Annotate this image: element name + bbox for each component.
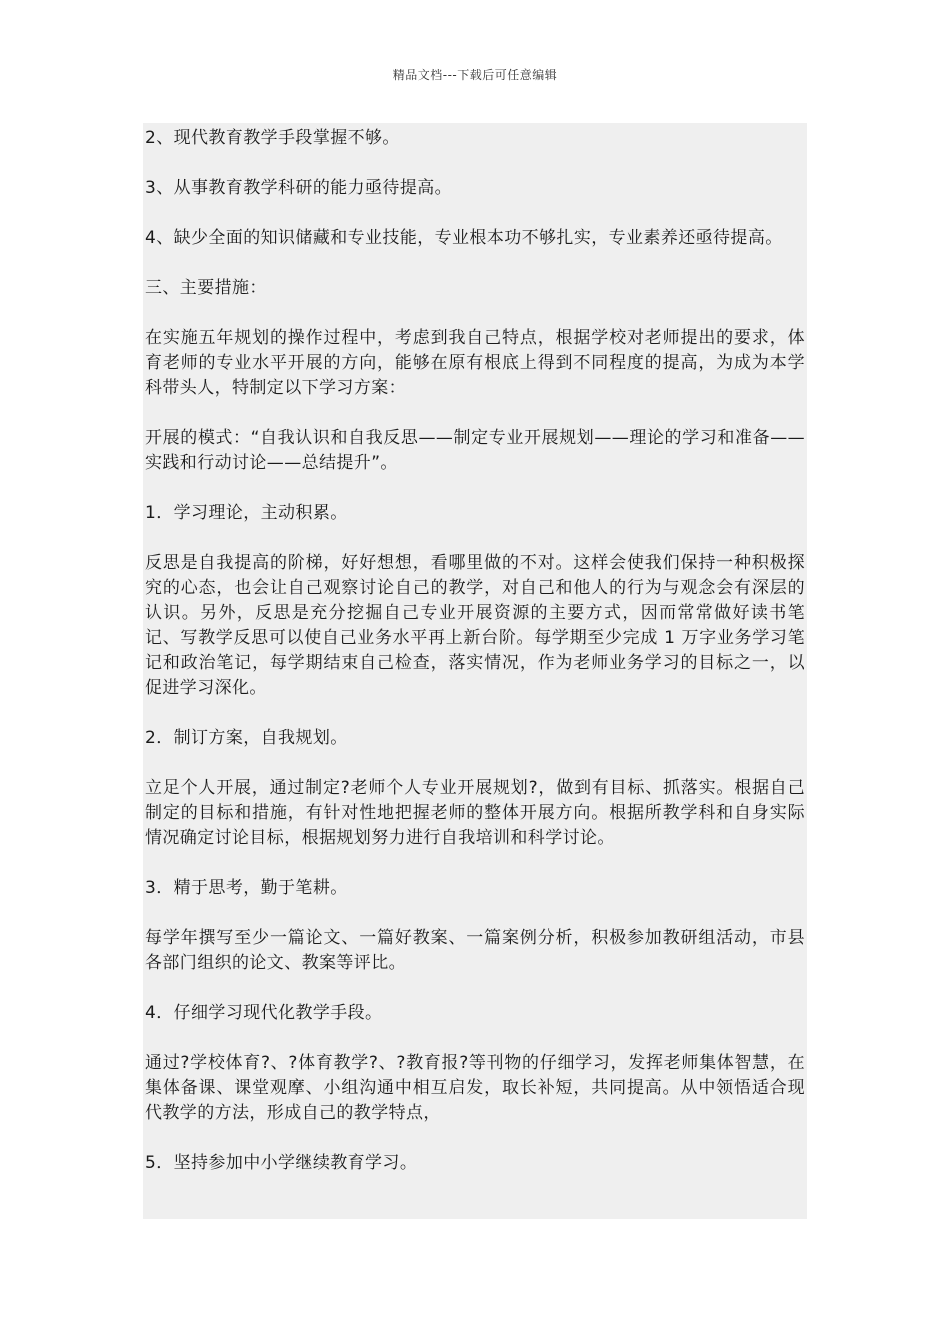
- paragraph-reflection: 反思是自我提高的阶梯，好好想想，看哪里做的不对。这样会使我们保持一种积极探究的心态，也会让自己观察讨论自己的教学，对自己和他人的行为与观念会有深层的认识。另外，反思是充分挖掘自己专业开展资源的主要方式，因而常常做好读书笔记、写教学反思可以使自己业务水平再上新台阶。每学期至少完成 1 万字业务学习笔记和政治笔记，每学期结束自己检查，落实情况，作为老师业务学习的目标之一，以促进学习深化。: [145, 553, 805, 698]
- subheading-1: 1．学习理论，主动积累。: [145, 503, 348, 523]
- paragraph-mode: 开展的模式：“自我认识和自我反思——制定专业开展规划——理论的学习和准备——实践和行动讨论——总结提升”。: [145, 428, 805, 473]
- subheading-5: 5．坚持参加中小学继续教育学习。: [145, 1153, 418, 1173]
- subheading-2: 2．制订方案，自我规划。: [145, 728, 348, 748]
- section-heading-measures: 三、主要措施：: [145, 278, 267, 298]
- paragraph-intro: 在实施五年规划的操作过程中，考虑到我自己特点，根据学校对老师提出的要求，体育老师的专业水平开展的方向，能够在原有根底上得到不同程度的提高，为成为本学科带头人，特制定以下学习方案：: [145, 328, 805, 398]
- paragraph-study: 通过?学校体育?、?体育教学?、?教育报?等刊物的仔细学习，发挥老师集体智慧，在集体备课、课堂观摩、小组沟通中相互启发，取长补短，共同提高。从中领悟适合现代教学的方法，形成自己的教学特点，: [145, 1053, 805, 1123]
- page-header: 精品文档---下载后可任意编辑: [392, 68, 558, 82]
- subheading-3: 3．精于思考，勤于笔耕。: [145, 878, 348, 898]
- paragraph-item-4: 4、缺少全面的知识储藏和专业技能，专业根本功不够扎实，专业素养还亟待提高。: [145, 228, 783, 248]
- paragraph-item-3: 3、从事教育教学科研的能力亟待提高。: [145, 178, 453, 198]
- paragraph-planning: 立足个人开展，通过制定?老师个人专业开展规划?，做到有目标、抓落实。根据自己制定的目标和措施，有针对性地把握老师的整体开展方向。根据所教学科和自身实际情况确定讨论目标，根据规划努力进行自我培训和科学讨论。: [145, 778, 805, 848]
- subheading-4: 4．仔细学习现代化教学手段。: [145, 1003, 383, 1023]
- document-body: [143, 123, 807, 1219]
- paragraph-item-2: 2、现代教育教学手段掌握不够。: [145, 128, 400, 148]
- paragraph-writing: 每学年撰写至少一篇论文、一篇好教案、一篇案例分析，积极参加教研组活动，市县各部门组织的论文、教案等评比。: [145, 928, 805, 973]
